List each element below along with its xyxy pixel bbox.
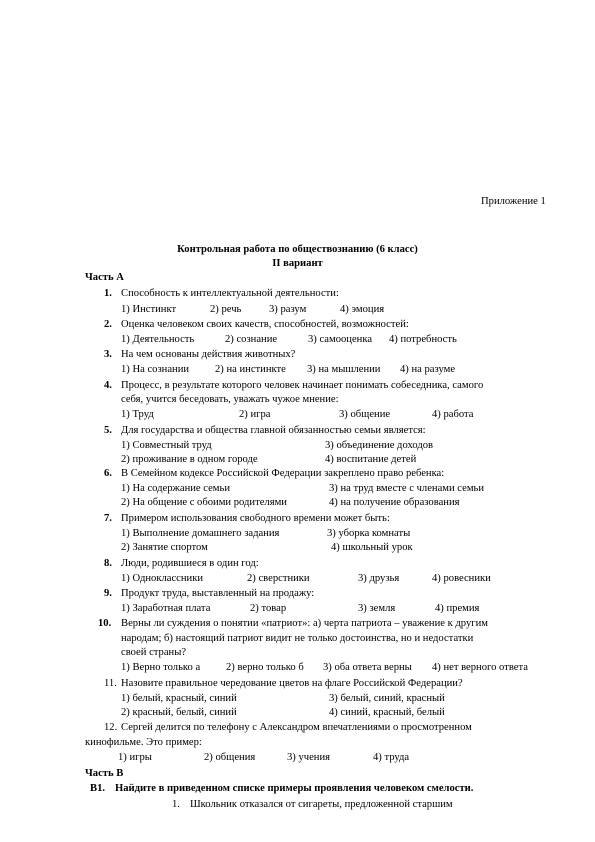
question-text-continued: народам; б) настоящий патриот видит не только достоинства, но и недостатки: [121, 633, 474, 644]
b1-question-text: Найдите в приведенном списке примеры проявления человеком смелости.: [115, 783, 474, 794]
answer-option: 3) на мышлении: [307, 364, 381, 375]
question-number: 1.: [104, 288, 112, 299]
question-text: На чем основаны действия животных?: [121, 349, 296, 360]
answer-option: 1) Верно только а: [121, 662, 201, 673]
answer-option: 3) объединение доходов: [325, 440, 434, 451]
question-text-continued: себя, учится беседовать, уважать чужое мнение:: [121, 394, 339, 405]
answer-option: 2) на инстинкте: [215, 364, 286, 375]
answer-option: 4) потребность: [389, 334, 457, 345]
question-text: Примером использования свободного времени может быть:: [121, 513, 390, 524]
question-text: Для государства и общества главной обязанностью семьи является:: [121, 425, 426, 436]
answer-option: 2) игра: [239, 409, 271, 420]
answer-option: 2) верно только б: [226, 662, 304, 673]
answer-option: 3) разум: [269, 304, 307, 315]
question-number: 8.: [104, 558, 112, 569]
question-number: 2.: [104, 319, 112, 330]
answer-option: 1) Выполнение домашнего задания: [121, 528, 280, 539]
answer-option: 1) Инстинкт: [121, 304, 177, 315]
answer-option: 1) На сознании: [121, 364, 190, 375]
answer-option: 4) на разуме: [400, 364, 456, 375]
question-number: 12.: [104, 722, 118, 733]
question-number: 4.: [104, 380, 112, 391]
answer-option: 2) сверстники: [247, 573, 310, 584]
answer-option: 3) на труд вместе с членами семьи: [329, 483, 485, 494]
answer-option: 1) Одноклассники: [121, 573, 204, 584]
answer-option: 3) земля: [358, 603, 396, 614]
question-text: Верны ли суждения о понятии «патриот»: а) черта патриота – уважение к другим: [121, 618, 488, 629]
b1-item-number: 1.: [172, 799, 180, 810]
answer-option: 3) учения: [287, 752, 331, 763]
answer-option: 4) воспитание детей: [325, 454, 417, 465]
answer-option: 2) речь: [210, 304, 242, 315]
question-text: Сергей делится по телефону с Александром впечатлениями о просмотренном: [121, 722, 472, 733]
answer-option: 2) На общение с обоими родителями: [121, 497, 287, 508]
answer-option: 2) товар: [250, 603, 287, 614]
answer-option: 2) Занятие спортом: [121, 542, 208, 553]
question-text: Способность к интеллектуальной деятельности:: [121, 288, 339, 299]
answer-option: 3) уборка комнаты: [327, 528, 411, 539]
question-number: 7.: [104, 513, 112, 524]
answer-option: 4) ровесники: [432, 573, 491, 584]
question-text: В Семейном кодексе Российской Федерации закреплено право ребенка:: [121, 468, 445, 479]
question-number: 5.: [104, 425, 112, 436]
answer-option: 2) сознание: [225, 334, 278, 345]
answer-option: 2) проживание в одном городе: [121, 454, 258, 465]
answer-option: 2) красный, белый, синий: [121, 707, 237, 718]
question-text-continued: своей страны?: [121, 647, 187, 658]
answer-option: 4) на получение образования: [329, 497, 460, 508]
question-text-continued: кинофильме. Это пример:: [85, 737, 202, 748]
answer-option: 3) друзья: [358, 573, 400, 584]
question-number: 10.: [98, 618, 112, 629]
document-title: Контрольная работа по обществознанию (6 класс): [177, 244, 418, 255]
answer-option: 1) На содержание семьи: [121, 483, 231, 494]
answer-option: 4) работа: [432, 409, 474, 420]
answer-option: 1) Совместный труд: [121, 440, 212, 451]
appendix-label: Приложение 1: [481, 196, 546, 207]
question-number: 3.: [104, 349, 112, 360]
answer-option: 4) синий, красный, белый: [329, 707, 445, 718]
answer-option: 4) премия: [435, 603, 480, 614]
answer-option: 1) игры: [118, 752, 152, 763]
part-a-heading: Часть А: [85, 272, 124, 283]
answer-option: 4) школьный урок: [331, 542, 413, 553]
answer-option: 1) Труд: [121, 409, 154, 420]
question-number: 6.: [104, 468, 112, 479]
question-text: Назовите правильное чередование цветов на флаге Российской Федерации?: [121, 678, 463, 689]
answer-option: 3) общение: [339, 409, 391, 420]
question-text: Оценка человеком своих качеств, способностей, возможностей:: [121, 319, 409, 330]
b1-label: В1.: [90, 783, 106, 794]
question-text: Процесс, в результате которого человек начинает понимать собеседника, самого: [121, 380, 484, 391]
answer-option: 1) белый, красный, синий: [121, 693, 237, 704]
b1-item-text: Школьник отказался от сигареты, предложенной старшим: [190, 799, 453, 810]
answer-option: 3) самооценка: [308, 334, 373, 345]
answer-option: 4) эмоция: [340, 304, 385, 315]
question-text: Продукт труда, выставленный на продажу:: [121, 588, 315, 599]
answer-option: 1) Деятельность: [121, 334, 195, 345]
answer-option: 1) Заработная плата: [121, 603, 211, 614]
question-number: 11.: [104, 678, 117, 689]
variant-label: II вариант: [272, 258, 323, 269]
answer-option: 3) оба ответа верны: [323, 662, 412, 673]
answer-option: 3) белый, синий, красный: [329, 693, 445, 704]
question-text: Люди, родившиеся в один год:: [121, 558, 259, 569]
question-number: 9.: [104, 588, 112, 599]
answer-option: 4) труда: [373, 752, 410, 763]
answer-option: 4) нет верного ответа: [432, 662, 528, 673]
part-b-heading: Часть В: [85, 768, 124, 779]
answer-option: 2) общения: [204, 752, 256, 763]
